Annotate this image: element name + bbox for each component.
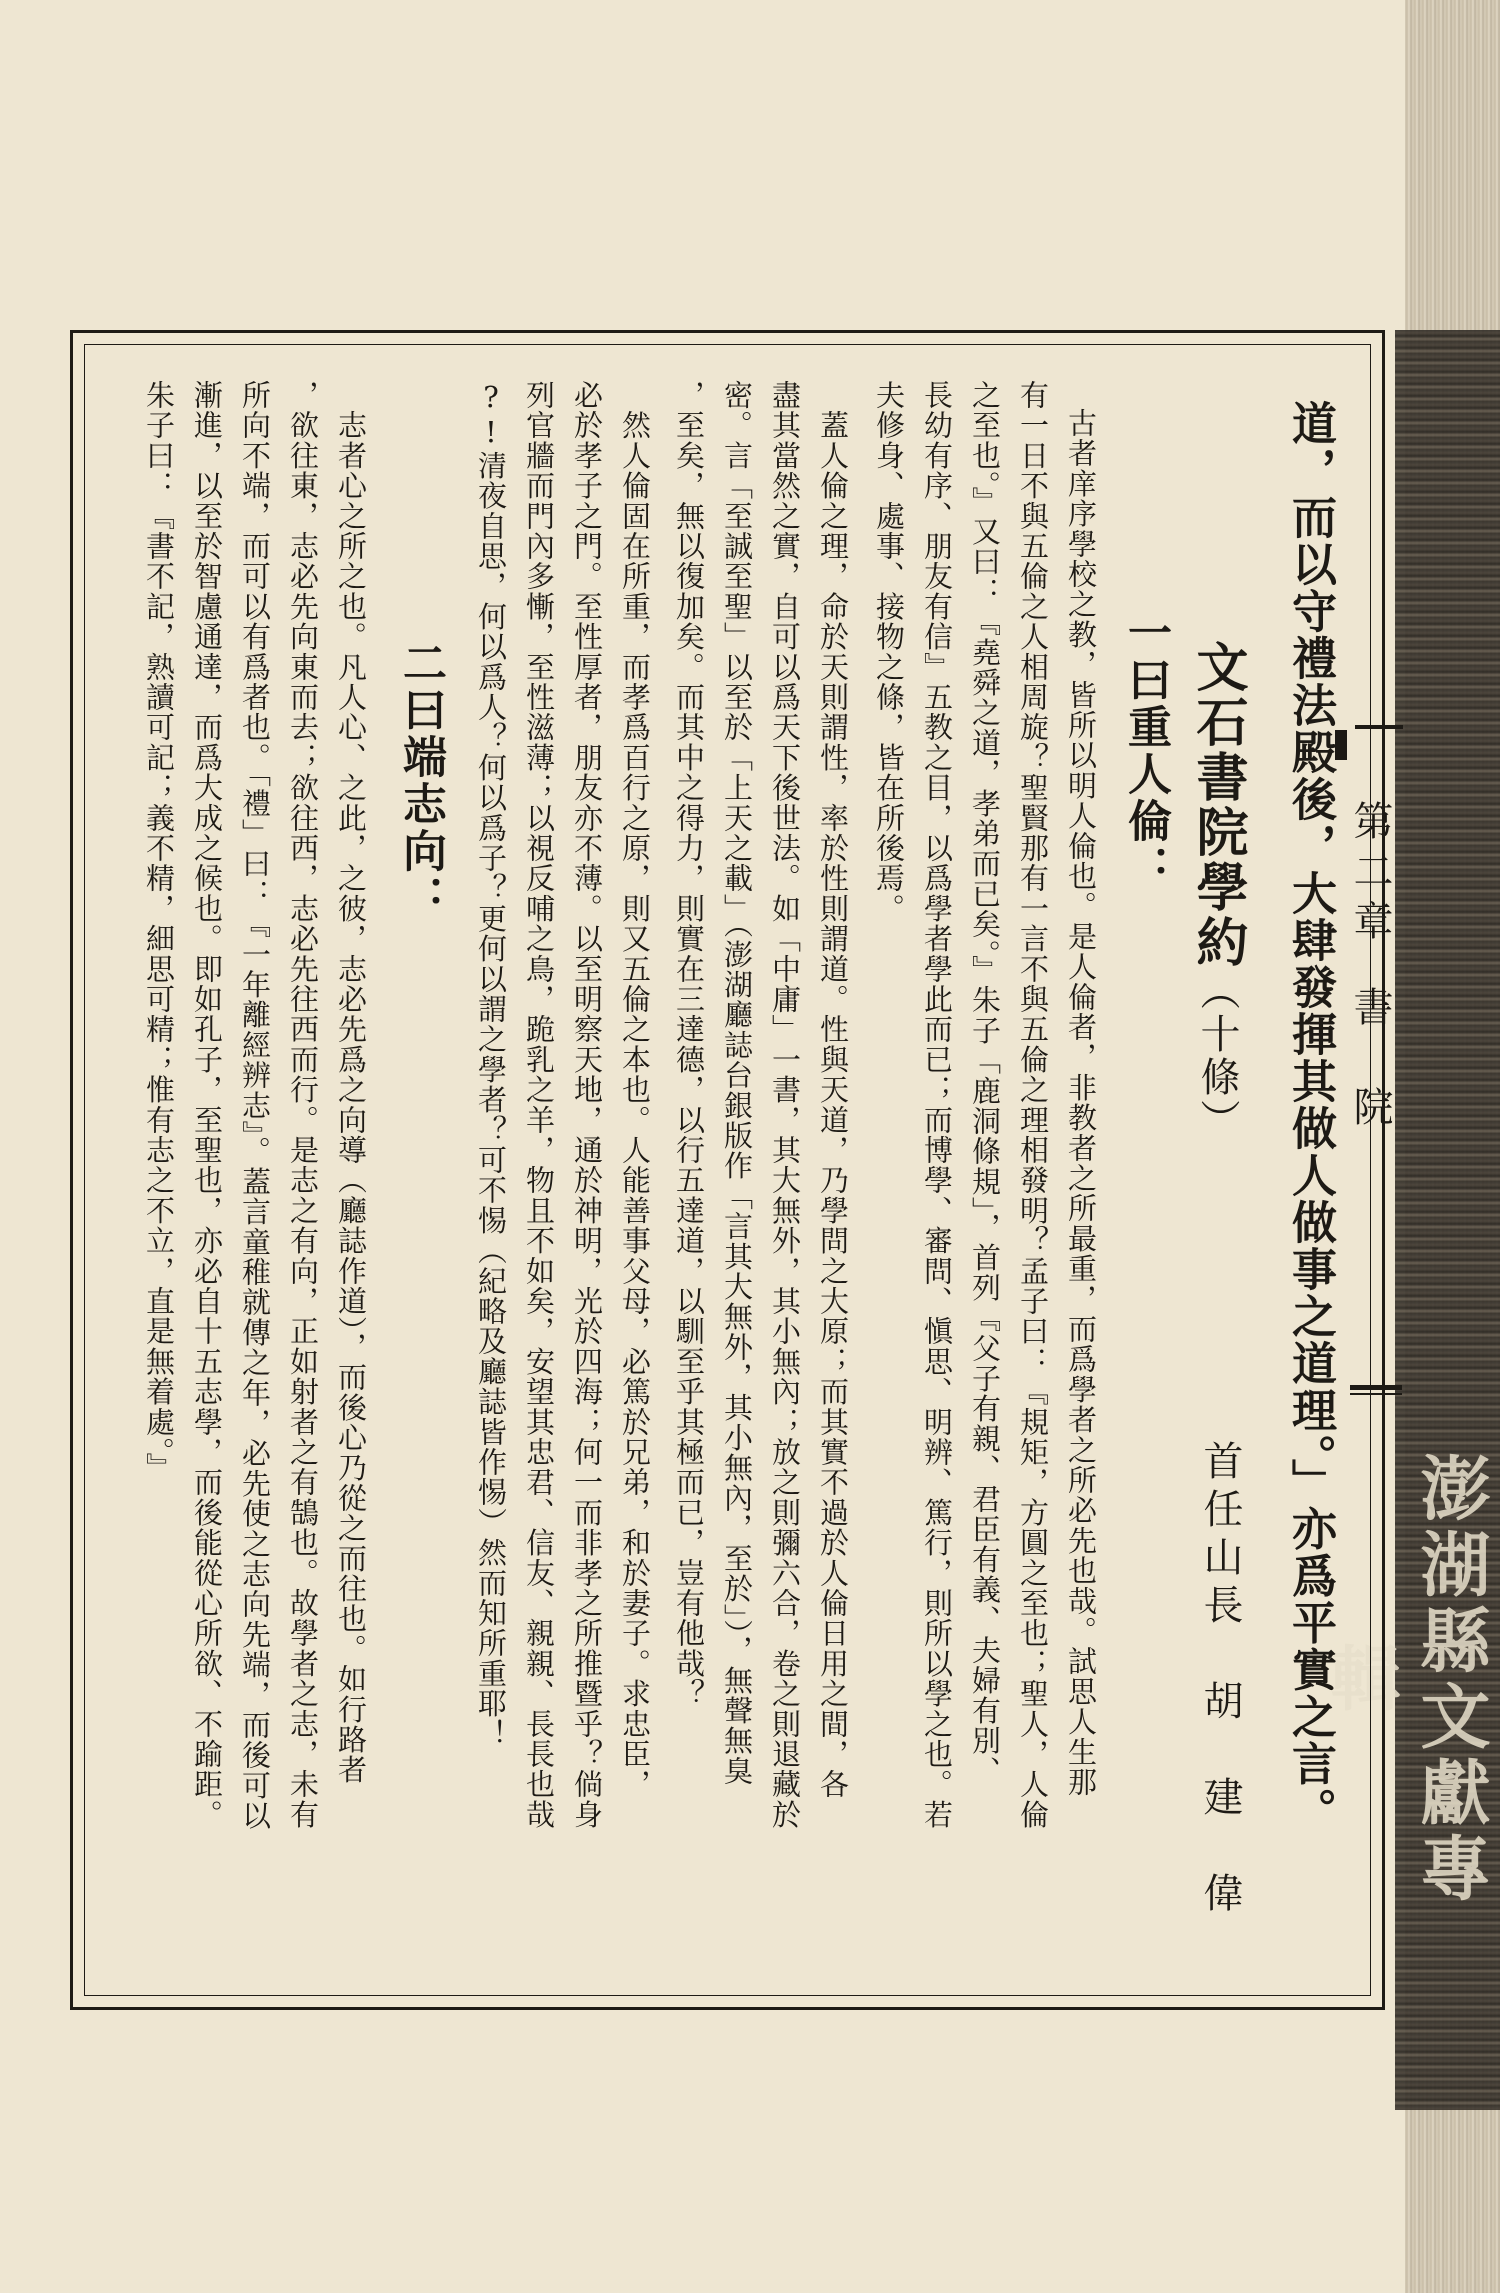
body-line: 之至也。』又曰：『堯舜之道，孝弟而已矣。』朱子「鹿洞條規」，首列『父子有親、君臣有義、夫婦有別、 <box>968 380 1002 1787</box>
body-line: 有一日不與五倫之人相周旋？聖賢那有一言不與五倫之理相發明？孟子曰：『規矩，方圓之至也；聖人，人倫 <box>1016 380 1050 1830</box>
article-title-suffix: （十條） <box>1194 970 1240 1142</box>
text-area <box>100 380 1360 1970</box>
section-heading: 二曰端志向： <box>395 640 446 922</box>
article-title-text: 文石書院學約 <box>1187 640 1248 970</box>
body-line: 然人倫固在所重，而孝爲百行之原，則又五倫之本也。人能善事父母，必篤於兄弟，和於妻子。求忠臣， <box>618 380 652 1800</box>
lead-paragraph: 道，而以守禮法殿後，大肆發揮其做人做事之道理。」亦爲平實之言。 <box>1284 400 1337 1835</box>
body-line: 志者心之所之也。凡人心、之此，之彼，志必先爲之向導（廳誌作道），而後心乃從之而往也。如行路者 <box>334 380 368 1785</box>
header-chapter-title: 書 院 <box>1347 986 1393 1136</box>
body-line: 長幼有序、朋友有信』五教之目，以爲學者學此而已；而博學、審問、愼思、明辨、篤行，則所以學之也。若 <box>920 380 954 1830</box>
body-line: 盡其當然之實，自可以爲天下後世法。如「中庸」一書，其大無外，其小無內；放之則彌六合，卷之則退藏於 <box>768 380 802 1830</box>
header-chapter: 第二章 <box>1347 800 1393 950</box>
body-line: ，欲往東，志必先向東而去；欲往西，志必先往西而行。是志之有向，正如射者之有鵠也。故學者之志，未有 <box>286 380 320 1830</box>
body-line: 列官牆而門內多慚，至性滋薄；以視反哺之鳥，跪乳之羊，物且不如矣，安望其忠君、信友、親親、長長也哉 <box>522 380 556 1830</box>
body-line: 朱子曰：『書不記，熟讀可記；義不精，細思可精；惟有志之不立，直是無着處。』 <box>142 380 176 1483</box>
edge-book-title: 澎湖縣文獻專輯 <box>1319 1452 1492 1908</box>
section-heading: 一曰重人倫： <box>1120 610 1171 892</box>
body-line: 蓋人倫之理，命於天則謂性，率於性則謂道。性與天道，乃學問之大原；而其實不過於人倫日用之間，各 <box>816 380 850 1800</box>
body-line: 夫修身、處事、接物之條，皆在所後焉。 <box>872 380 906 924</box>
body-line: ?!清夜自思，何以爲人？何以爲子？更何以謂之學者？可不惕（紀略及廳誌皆作惕）然而知所重耶！ <box>474 380 508 1749</box>
body-line: 古者庠序學校之教，皆所以明人倫也。是人倫者，非教者之所最重，而爲學者之所必先也哉。試思人生那 <box>1064 408 1098 1798</box>
body-line: 必於孝子之門。至性厚者，朋友亦不薄。以至明察天地，通於神明，光於四海；何一而非孝之所推暨乎？倘身 <box>570 380 604 1830</box>
body-line: ，至矣，無以復加矣。而其中之得力，則實在三達德，以行五達道，以馴至乎其極而已，豈有他哉？ <box>672 380 706 1709</box>
body-line: 所向不端，而可以有爲者也。「禮」曰：『一年離經辨志』。蓋言童稚就傳之年，必先使之志向先端，而後可以 <box>238 380 272 1831</box>
body-line: 密。言「至誠至聖」以至於「上天之載」（澎湖廳誌台銀版作「言其大無外，其小無內，至於」），無聲無臭 <box>720 380 754 1787</box>
article-title <box>1182 640 1252 1142</box>
article-author: 首任山長 胡 建 偉 <box>1197 1440 1243 1920</box>
body-line: 漸進，以至於智慮通達，而爲大成之候也。即如孔子，至聖也，亦必自十五志學，而後能從心所欲、不踰距。 <box>190 380 224 1830</box>
